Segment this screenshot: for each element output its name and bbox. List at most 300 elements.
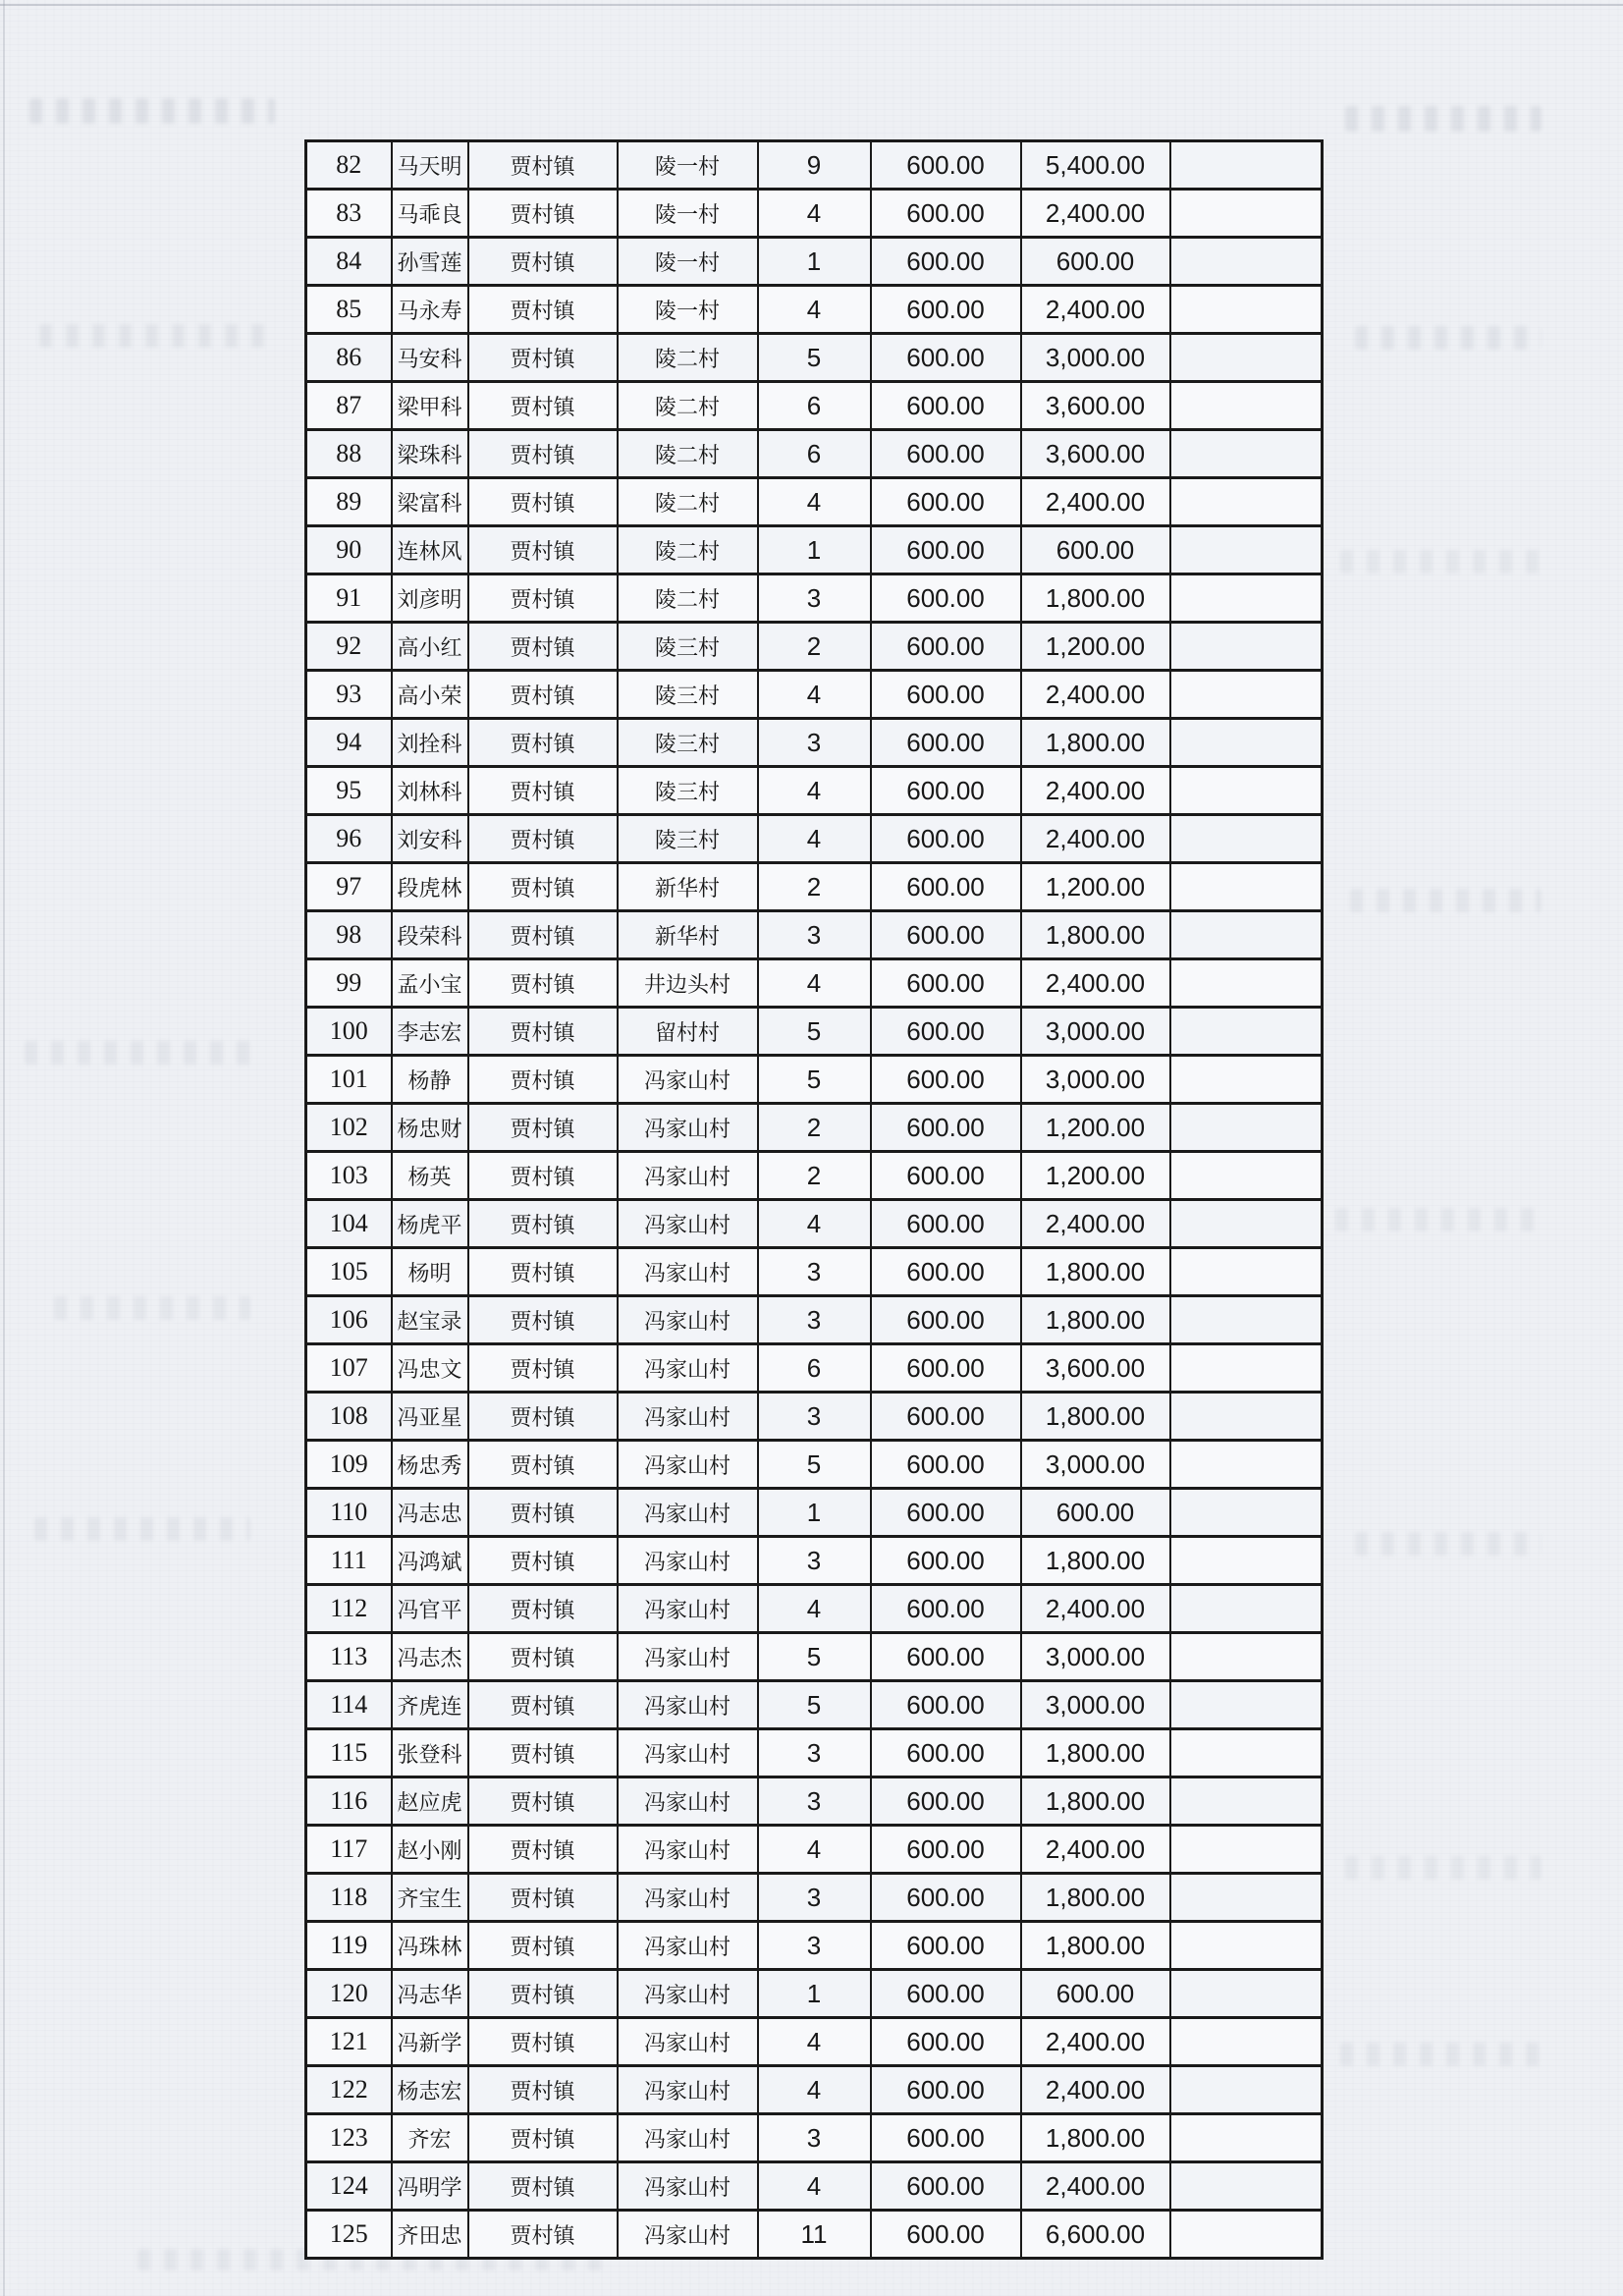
scan-bleed-artifact <box>54 1296 250 1320</box>
cell-count: 4 <box>758 959 871 1008</box>
cell-note-empty <box>1170 2114 1323 2162</box>
cell-person-name: 马安科 <box>392 334 468 382</box>
cell-person-name: 杨虎平 <box>392 1200 468 1248</box>
cell-amount: 1,200.00 <box>1021 863 1170 911</box>
table-row <box>306 1489 1323 1537</box>
cell-town: 贾村镇 <box>468 1826 618 1874</box>
cell-note-empty <box>1170 1970 1323 2018</box>
cell-row-number: 106 <box>306 1296 392 1344</box>
cell-note-empty <box>1170 1200 1323 1248</box>
cell-town: 贾村镇 <box>468 2211 618 2259</box>
cell-unit-rate: 600.00 <box>871 526 1021 574</box>
cell-note-empty <box>1170 863 1323 911</box>
cell-amount: 2,400.00 <box>1021 2066 1170 2114</box>
cell-count: 2 <box>758 1104 871 1152</box>
cell-note-empty <box>1170 2211 1323 2259</box>
cell-village: 冯家山村 <box>618 1393 758 1441</box>
cell-row-number: 86 <box>306 334 392 382</box>
cell-person-name: 冯志杰 <box>392 1633 468 1681</box>
table-row <box>306 1537 1323 1585</box>
cell-amount: 3,000.00 <box>1021 1441 1170 1489</box>
cell-village: 陵一村 <box>618 190 758 238</box>
cell-village: 冯家山村 <box>618 2211 758 2259</box>
cell-note-empty <box>1170 190 1323 238</box>
cell-note-empty <box>1170 1874 1323 1922</box>
cell-village: 冯家山村 <box>618 1729 758 1777</box>
cell-person-name: 刘彦明 <box>392 574 468 623</box>
cell-person-name: 杨明 <box>392 1248 468 1296</box>
table-row <box>306 286 1323 334</box>
cell-unit-rate: 600.00 <box>871 911 1021 959</box>
scan-edge-top <box>0 4 1623 6</box>
table-row <box>306 623 1323 671</box>
cell-unit-rate: 600.00 <box>871 1200 1021 1248</box>
cell-amount: 3,000.00 <box>1021 1008 1170 1056</box>
cell-unit-rate: 600.00 <box>871 1874 1021 1922</box>
cell-town: 贾村镇 <box>468 1777 618 1826</box>
cell-count: 3 <box>758 1874 871 1922</box>
cell-town: 贾村镇 <box>468 1633 618 1681</box>
cell-town: 贾村镇 <box>468 911 618 959</box>
cell-amount: 6,600.00 <box>1021 2211 1170 2259</box>
cell-person-name: 刘拴科 <box>392 719 468 767</box>
cell-count: 1 <box>758 526 871 574</box>
cell-town: 贾村镇 <box>468 334 618 382</box>
scan-bleed-artifact <box>29 98 275 124</box>
cell-village: 冯家山村 <box>618 1922 758 1970</box>
cell-row-number: 103 <box>306 1152 392 1200</box>
cell-row-number: 118 <box>306 1874 392 1922</box>
table-row <box>306 382 1323 430</box>
table-row <box>306 1152 1323 1200</box>
cell-count: 9 <box>758 141 871 190</box>
cell-unit-rate: 600.00 <box>871 1056 1021 1104</box>
cell-amount: 1,800.00 <box>1021 1874 1170 1922</box>
cell-person-name: 高小红 <box>392 623 468 671</box>
cell-amount: 3,600.00 <box>1021 1344 1170 1393</box>
cell-amount: 3,000.00 <box>1021 1633 1170 1681</box>
cell-note-empty <box>1170 382 1323 430</box>
cell-row-number: 120 <box>306 1970 392 2018</box>
cell-town: 贾村镇 <box>468 1200 618 1248</box>
cell-note-empty <box>1170 719 1323 767</box>
cell-note-empty <box>1170 1008 1323 1056</box>
cell-count: 4 <box>758 1826 871 1874</box>
cell-count: 6 <box>758 1344 871 1393</box>
cell-note-empty <box>1170 815 1323 863</box>
cell-note-empty <box>1170 526 1323 574</box>
cell-unit-rate: 600.00 <box>871 1248 1021 1296</box>
cell-row-number: 114 <box>306 1681 392 1729</box>
scan-bleed-artifact <box>1340 2043 1542 2066</box>
cell-person-name: 冯志华 <box>392 1970 468 2018</box>
cell-row-number: 122 <box>306 2066 392 2114</box>
cell-note-empty <box>1170 574 1323 623</box>
cell-row-number: 123 <box>306 2114 392 2162</box>
cell-row-number: 84 <box>306 238 392 286</box>
table-row <box>306 2211 1323 2259</box>
cell-row-number: 88 <box>306 430 392 478</box>
cell-count: 3 <box>758 2114 871 2162</box>
cell-count: 3 <box>758 1296 871 1344</box>
table-row <box>306 190 1323 238</box>
table-row <box>306 671 1323 719</box>
cell-amount: 1,800.00 <box>1021 1777 1170 1826</box>
cell-village: 冯家山村 <box>618 1056 758 1104</box>
cell-amount: 600.00 <box>1021 526 1170 574</box>
cell-person-name: 齐虎连 <box>392 1681 468 1729</box>
cell-unit-rate: 600.00 <box>871 719 1021 767</box>
cell-amount: 2,400.00 <box>1021 1826 1170 1874</box>
cell-unit-rate: 600.00 <box>871 2066 1021 2114</box>
cell-village: 陵三村 <box>618 815 758 863</box>
cell-town: 贾村镇 <box>468 1681 618 1729</box>
cell-town: 贾村镇 <box>468 1922 618 1970</box>
cell-note-empty <box>1170 1248 1323 1296</box>
cell-town: 贾村镇 <box>468 141 618 190</box>
cell-count: 2 <box>758 1152 871 1200</box>
table-row <box>306 1008 1323 1056</box>
scan-bleed-artifact <box>1345 1856 1542 1880</box>
cell-village: 陵三村 <box>618 623 758 671</box>
cell-village: 冯家山村 <box>618 2114 758 2162</box>
cell-note-empty <box>1170 334 1323 382</box>
cell-count: 4 <box>758 2018 871 2066</box>
table-row <box>306 238 1323 286</box>
cell-row-number: 102 <box>306 1104 392 1152</box>
table-row <box>306 1633 1323 1681</box>
cell-row-number: 124 <box>306 2162 392 2211</box>
cell-row-number: 93 <box>306 671 392 719</box>
cell-village: 冯家山村 <box>618 2018 758 2066</box>
cell-row-number: 113 <box>306 1633 392 1681</box>
cell-town: 贾村镇 <box>468 1248 618 1296</box>
table-row <box>306 1922 1323 1970</box>
cell-town: 贾村镇 <box>468 1729 618 1777</box>
table-row <box>306 2066 1323 2114</box>
cell-unit-rate: 600.00 <box>871 863 1021 911</box>
cell-count: 2 <box>758 623 871 671</box>
cell-count: 2 <box>758 863 871 911</box>
cell-amount: 2,400.00 <box>1021 1585 1170 1633</box>
cell-row-number: 100 <box>306 1008 392 1056</box>
cell-count: 5 <box>758 1441 871 1489</box>
cell-count: 3 <box>758 1729 871 1777</box>
cell-count: 5 <box>758 1633 871 1681</box>
cell-amount: 1,800.00 <box>1021 1248 1170 1296</box>
cell-amount: 1,800.00 <box>1021 1537 1170 1585</box>
cell-unit-rate: 600.00 <box>871 1777 1021 1826</box>
cell-town: 贾村镇 <box>468 1489 618 1537</box>
table-row <box>306 1104 1323 1152</box>
cell-row-number: 99 <box>306 959 392 1008</box>
cell-row-number: 115 <box>306 1729 392 1777</box>
table-row <box>306 2162 1323 2211</box>
cell-town: 贾村镇 <box>468 767 618 815</box>
cell-count: 6 <box>758 430 871 478</box>
cell-town: 贾村镇 <box>468 2114 618 2162</box>
cell-row-number: 92 <box>306 623 392 671</box>
cell-village: 冯家山村 <box>618 1874 758 1922</box>
cell-amount: 1,800.00 <box>1021 1922 1170 1970</box>
cell-row-number: 105 <box>306 1248 392 1296</box>
scan-bleed-artifact <box>34 1517 250 1541</box>
cell-unit-rate: 600.00 <box>871 623 1021 671</box>
table-row <box>306 911 1323 959</box>
cell-count: 3 <box>758 1393 871 1441</box>
cell-amount: 2,400.00 <box>1021 671 1170 719</box>
cell-unit-rate: 600.00 <box>871 478 1021 526</box>
cell-person-name: 马乖良 <box>392 190 468 238</box>
cell-town: 贾村镇 <box>468 671 618 719</box>
cell-person-name: 杨忠秀 <box>392 1441 468 1489</box>
cell-village: 冯家山村 <box>618 1777 758 1826</box>
cell-count: 5 <box>758 1008 871 1056</box>
cell-village: 井边头村 <box>618 959 758 1008</box>
cell-note-empty <box>1170 1056 1323 1104</box>
cell-note-empty <box>1170 1922 1323 1970</box>
cell-person-name: 段虎林 <box>392 863 468 911</box>
cell-town: 贾村镇 <box>468 1296 618 1344</box>
table-row <box>306 478 1323 526</box>
cell-village: 陵一村 <box>618 286 758 334</box>
cell-town: 贾村镇 <box>468 1056 618 1104</box>
cell-row-number: 109 <box>306 1441 392 1489</box>
table-row <box>306 1200 1323 1248</box>
cell-note-empty <box>1170 959 1323 1008</box>
cell-count: 4 <box>758 767 871 815</box>
cell-unit-rate: 600.00 <box>871 430 1021 478</box>
cell-amount: 600.00 <box>1021 238 1170 286</box>
cell-unit-rate: 600.00 <box>871 1489 1021 1537</box>
cell-amount: 1,200.00 <box>1021 1152 1170 1200</box>
cell-note-empty <box>1170 2066 1323 2114</box>
cell-row-number: 85 <box>306 286 392 334</box>
cell-person-name: 齐宝生 <box>392 1874 468 1922</box>
table-row <box>306 574 1323 623</box>
cell-count: 1 <box>758 1970 871 2018</box>
cell-village: 陵三村 <box>618 719 758 767</box>
table-row <box>306 1874 1323 1922</box>
cell-count: 4 <box>758 2162 871 2211</box>
cell-amount: 2,400.00 <box>1021 2018 1170 2066</box>
cell-note-empty <box>1170 671 1323 719</box>
table-body <box>306 141 1323 2259</box>
table-row <box>306 959 1323 1008</box>
table-row <box>306 1248 1323 1296</box>
cell-note-empty <box>1170 1729 1323 1777</box>
cell-town: 贾村镇 <box>468 1393 618 1441</box>
cell-town: 贾村镇 <box>468 815 618 863</box>
cell-person-name: 梁富科 <box>392 478 468 526</box>
cell-note-empty <box>1170 1489 1323 1537</box>
cell-count: 3 <box>758 574 871 623</box>
table-row <box>306 1393 1323 1441</box>
cell-unit-rate: 600.00 <box>871 1633 1021 1681</box>
cell-person-name: 齐宏 <box>392 2114 468 2162</box>
cell-note-empty <box>1170 1777 1323 1826</box>
cell-unit-rate: 600.00 <box>871 815 1021 863</box>
scan-bleed-artifact <box>1355 1532 1542 1556</box>
cell-count: 5 <box>758 334 871 382</box>
cell-count: 11 <box>758 2211 871 2259</box>
cell-row-number: 89 <box>306 478 392 526</box>
cell-amount: 2,400.00 <box>1021 767 1170 815</box>
table-row <box>306 141 1323 190</box>
cell-amount: 2,400.00 <box>1021 815 1170 863</box>
table-row <box>306 430 1323 478</box>
cell-village: 冯家山村 <box>618 1681 758 1729</box>
cell-count: 4 <box>758 2066 871 2114</box>
cell-unit-rate: 600.00 <box>871 1393 1021 1441</box>
cell-row-number: 119 <box>306 1922 392 1970</box>
cell-row-number: 112 <box>306 1585 392 1633</box>
cell-note-empty <box>1170 767 1323 815</box>
cell-row-number: 90 <box>306 526 392 574</box>
cell-person-name: 梁甲科 <box>392 382 468 430</box>
cell-count: 3 <box>758 1248 871 1296</box>
cell-village: 冯家山村 <box>618 1537 758 1585</box>
cell-note-empty <box>1170 2018 1323 2066</box>
cell-count: 3 <box>758 1922 871 1970</box>
table-row <box>306 1585 1323 1633</box>
table-row <box>306 719 1323 767</box>
cell-amount: 1,800.00 <box>1021 2114 1170 2162</box>
cell-person-name: 冯明学 <box>392 2162 468 2211</box>
cell-amount: 1,800.00 <box>1021 911 1170 959</box>
cell-row-number: 82 <box>306 141 392 190</box>
cell-unit-rate: 600.00 <box>871 1922 1021 1970</box>
cell-person-name: 张登科 <box>392 1729 468 1777</box>
cell-town: 贾村镇 <box>468 2018 618 2066</box>
cell-unit-rate: 600.00 <box>871 2211 1021 2259</box>
cell-village: 新华村 <box>618 863 758 911</box>
table-row <box>306 1344 1323 1393</box>
cell-unit-rate: 600.00 <box>871 1441 1021 1489</box>
cell-person-name: 杨英 <box>392 1152 468 1200</box>
cell-note-empty <box>1170 286 1323 334</box>
table-row <box>306 1296 1323 1344</box>
cell-row-number: 83 <box>306 190 392 238</box>
cell-unit-rate: 600.00 <box>871 2114 1021 2162</box>
cell-unit-rate: 600.00 <box>871 2018 1021 2066</box>
cell-village: 冯家山村 <box>618 1441 758 1489</box>
cell-town: 贾村镇 <box>468 2066 618 2114</box>
table-row <box>306 1681 1323 1729</box>
cell-note-empty <box>1170 238 1323 286</box>
cell-row-number: 108 <box>306 1393 392 1441</box>
cell-person-name: 连林风 <box>392 526 468 574</box>
cell-person-name: 冯珠林 <box>392 1922 468 1970</box>
cell-count: 6 <box>758 382 871 430</box>
cell-count: 4 <box>758 671 871 719</box>
cell-town: 贾村镇 <box>468 1537 618 1585</box>
cell-count: 4 <box>758 286 871 334</box>
cell-amount: 2,400.00 <box>1021 959 1170 1008</box>
cell-note-empty <box>1170 1152 1323 1200</box>
cell-village: 冯家山村 <box>618 1152 758 1200</box>
cell-village: 冯家山村 <box>618 1344 758 1393</box>
cell-row-number: 107 <box>306 1344 392 1393</box>
cell-village: 陵二村 <box>618 334 758 382</box>
cell-amount: 2,400.00 <box>1021 190 1170 238</box>
cell-unit-rate: 600.00 <box>871 1008 1021 1056</box>
cell-amount: 1,800.00 <box>1021 1393 1170 1441</box>
cell-count: 4 <box>758 478 871 526</box>
cell-row-number: 97 <box>306 863 392 911</box>
cell-person-name: 李志宏 <box>392 1008 468 1056</box>
cell-person-name: 马天明 <box>392 141 468 190</box>
cell-town: 贾村镇 <box>468 430 618 478</box>
cell-unit-rate: 600.00 <box>871 574 1021 623</box>
cell-row-number: 91 <box>306 574 392 623</box>
cell-village: 陵二村 <box>618 430 758 478</box>
cell-town: 贾村镇 <box>468 959 618 1008</box>
cell-unit-rate: 600.00 <box>871 1537 1021 1585</box>
table-row <box>306 2114 1323 2162</box>
scan-bleed-artifact <box>1340 550 1546 574</box>
cell-count: 4 <box>758 190 871 238</box>
cell-count: 3 <box>758 1537 871 1585</box>
cell-unit-rate: 600.00 <box>871 2162 1021 2211</box>
cell-town: 贾村镇 <box>468 574 618 623</box>
cell-note-empty <box>1170 1681 1323 1729</box>
cell-village: 陵三村 <box>618 767 758 815</box>
table-row <box>306 863 1323 911</box>
cell-village: 陵一村 <box>618 141 758 190</box>
table-row <box>306 1970 1323 2018</box>
cell-row-number: 98 <box>306 911 392 959</box>
cell-town: 贾村镇 <box>468 478 618 526</box>
cell-village: 冯家山村 <box>618 2162 758 2211</box>
scan-bleed-artifact <box>1350 889 1542 912</box>
cell-village: 冯家山村 <box>618 1200 758 1248</box>
cell-village: 新华村 <box>618 911 758 959</box>
cell-row-number: 104 <box>306 1200 392 1248</box>
scan-bleed-artifact <box>25 1041 260 1065</box>
cell-unit-rate: 600.00 <box>871 382 1021 430</box>
cell-village: 冯家山村 <box>618 1633 758 1681</box>
cell-note-empty <box>1170 623 1323 671</box>
table-row <box>306 2018 1323 2066</box>
cell-unit-rate: 600.00 <box>871 141 1021 190</box>
table-row <box>306 334 1323 382</box>
cell-person-name: 冯新学 <box>392 2018 468 2066</box>
cell-amount: 3,000.00 <box>1021 334 1170 382</box>
cell-note-empty <box>1170 2162 1323 2211</box>
cell-amount: 3,600.00 <box>1021 430 1170 478</box>
cell-unit-rate: 600.00 <box>871 1585 1021 1633</box>
cell-count: 1 <box>758 238 871 286</box>
table-row <box>306 1056 1323 1104</box>
cell-unit-rate: 600.00 <box>871 1970 1021 2018</box>
cell-count: 5 <box>758 1681 871 1729</box>
cell-amount: 1,200.00 <box>1021 623 1170 671</box>
cell-unit-rate: 600.00 <box>871 1729 1021 1777</box>
cell-town: 贾村镇 <box>468 1585 618 1633</box>
scan-bleed-artifact <box>1345 106 1542 132</box>
cell-amount: 1,800.00 <box>1021 719 1170 767</box>
cell-note-empty <box>1170 1585 1323 1633</box>
cell-village: 冯家山村 <box>618 2066 758 2114</box>
cell-row-number: 94 <box>306 719 392 767</box>
cell-town: 贾村镇 <box>468 1104 618 1152</box>
cell-town: 贾村镇 <box>468 719 618 767</box>
cell-village: 冯家山村 <box>618 1296 758 1344</box>
cell-amount: 2,400.00 <box>1021 478 1170 526</box>
cell-row-number: 117 <box>306 1826 392 1874</box>
cell-town: 贾村镇 <box>468 238 618 286</box>
